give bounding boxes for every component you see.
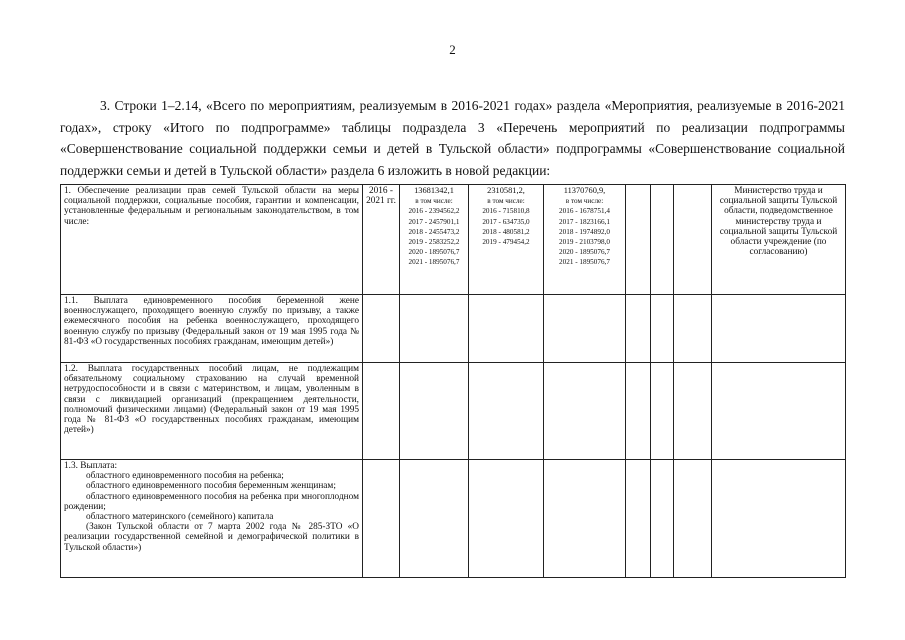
intro-paragraph: 3. Строки 1–2.14, «Всего по мероприятиям, реализуемым в 2016-2021 годах» раздела «Мероприятия, реализуемые в 2016-2021 годах», строку «Итого по подпрограмме» таблицы подраздела 3 «Перечень мероприятий по реализации подпрограммы «Совершенствование социальной поддержки семьи и детей в Тульской области» подпрограммы «Совершенствование социальной поддержки семьи и детей в Тульской области» раздела 6 изложить в новой редакции: — [60, 98, 845, 178]
total-funding-year: 2020 - 1895076,7 — [408, 248, 460, 257]
empty-cell — [674, 185, 712, 295]
table-row-1 — [61, 185, 846, 295]
empty-cell — [400, 460, 469, 578]
federal-funding-year: 2016 - 715810,8 — [482, 207, 530, 216]
empty-cell — [674, 295, 712, 363]
measure-1-description: 1. Обеспечение реализации прав семей Тульской области на меры социальной поддержки, социальные пособия, гарантии и компенсации, установленные федеральным и региональным законодательством, в том числе: — [61, 185, 363, 295]
empty-cell — [651, 363, 674, 460]
empty-cell — [363, 295, 400, 363]
regional-funding-year: 2016 - 1678751,4 — [559, 207, 610, 216]
empty-cell — [626, 185, 651, 295]
empty-cell — [651, 460, 674, 578]
measure-1-3-description — [61, 460, 363, 578]
table-row-1-1 — [61, 295, 846, 363]
regional-funding-year: 2019 - 2103798,0 — [559, 238, 610, 247]
measure-1-3-item: областного материнского (семейного) капитала — [86, 512, 274, 523]
empty-cell — [469, 363, 544, 460]
empty-cell — [674, 363, 712, 460]
measures-table — [60, 184, 846, 578]
total-funding-year: 2016 - 2394562,2 — [408, 207, 460, 216]
measure-1-federal-funding — [469, 185, 544, 295]
empty-cell — [651, 185, 674, 295]
empty-cell — [626, 363, 651, 460]
regional-funding-year: 2020 - 1895076,7 — [559, 248, 610, 257]
empty-cell — [712, 363, 846, 460]
empty-cell — [544, 363, 626, 460]
regional-funding-sum: 11370760,9, — [563, 186, 606, 195]
empty-cell — [400, 363, 469, 460]
measure-1-3-law: (Закон Тульской области от 7 марта 2002 года № 285-ЗТО «О реализации государственной семейной и демографической политики в Тульской области») — [64, 522, 359, 553]
empty-cell — [363, 363, 400, 460]
regional-funding-year: 2021 - 1895076,7 — [559, 258, 610, 267]
total-funding-year: 2019 - 2583252,2 — [408, 238, 460, 247]
table-row-1-2 — [61, 363, 846, 460]
empty-cell — [712, 295, 846, 363]
empty-cell — [400, 295, 469, 363]
federal-funding-label: в том числе: — [487, 197, 525, 206]
measure-1-3-item: областного единовременного пособия на ребенка; — [86, 471, 284, 482]
regional-funding-year: 2017 - 1823166,1 — [559, 217, 610, 226]
table-row-1-3 — [61, 460, 846, 578]
federal-funding-year: 2019 - 479454,2 — [482, 238, 530, 247]
measure-1-executor: Министерство труда и социальной защиты Тульской области, подведомственное министерству труда и социальной защиты Тульской области учреждение (по согласованию) — [712, 185, 846, 295]
measure-1-total-funding — [400, 185, 469, 295]
page-number: 2 — [449, 42, 456, 57]
measure-1-regional-funding — [544, 185, 626, 295]
federal-funding-year: 2017 - 634735,0 — [482, 217, 530, 226]
empty-cell — [469, 460, 544, 578]
total-funding-year: 2017 - 2457901,1 — [408, 217, 460, 226]
measure-1-3-item: областного единовременного пособия на ребенка при многоплодном рождении; — [64, 491, 359, 512]
empty-cell — [544, 295, 626, 363]
empty-cell — [674, 460, 712, 578]
total-funding-label: в том числе: — [415, 197, 453, 206]
measure-1-3-item: областного единовременного пособия беременным женщинам; — [86, 481, 336, 492]
federal-funding-sum: 2310581,2, — [487, 186, 525, 195]
total-funding-year: 2018 - 2455473,2 — [408, 227, 460, 236]
empty-cell — [363, 460, 400, 578]
measure-1-2-description: 1.2. Выплата государственных пособий лицам, не подлежащим обязательному социальному страхованию на случай временной нетрудоспособности и в связи с материнством, и лицам, уволенным в связи с ликвидацией организаций (прекращением деятельности, полномочий физическими лицами) (Федеральный закон от 19 мая 1995 года № 81-ФЗ «О государственных пособиях гражданам, имеющим детей») — [61, 363, 363, 460]
empty-cell — [626, 460, 651, 578]
empty-cell — [651, 295, 674, 363]
empty-cell — [469, 295, 544, 363]
federal-funding-year: 2018 - 480581,2 — [482, 227, 530, 236]
empty-cell — [626, 295, 651, 363]
measure-1-3-title: 1.3. Выплата: — [64, 461, 118, 471]
total-funding-year: 2021 - 1895076,7 — [408, 258, 460, 267]
measure-1-1-description: 1.1. Выплата единовременного пособия беременной жене военнослужащего, проходящего военную службу по призыву, а также ежемесячного пособия на ребенка военнослужащего, проходящего военную службу по призыву (Федеральный закон от 19 мая 1995 года № 81-ФЗ «О государственных пособиях гражданам, имеющим детей») — [61, 295, 363, 363]
regional-funding-year: 2018 - 1974892,0 — [559, 227, 610, 236]
measure-1-period: 2016 - 2021 гг. — [363, 185, 400, 295]
empty-cell — [544, 460, 626, 578]
total-funding-sum: 13681342,1 — [414, 186, 454, 195]
empty-cell — [712, 460, 846, 578]
regional-funding-label: в том числе: — [565, 197, 604, 206]
